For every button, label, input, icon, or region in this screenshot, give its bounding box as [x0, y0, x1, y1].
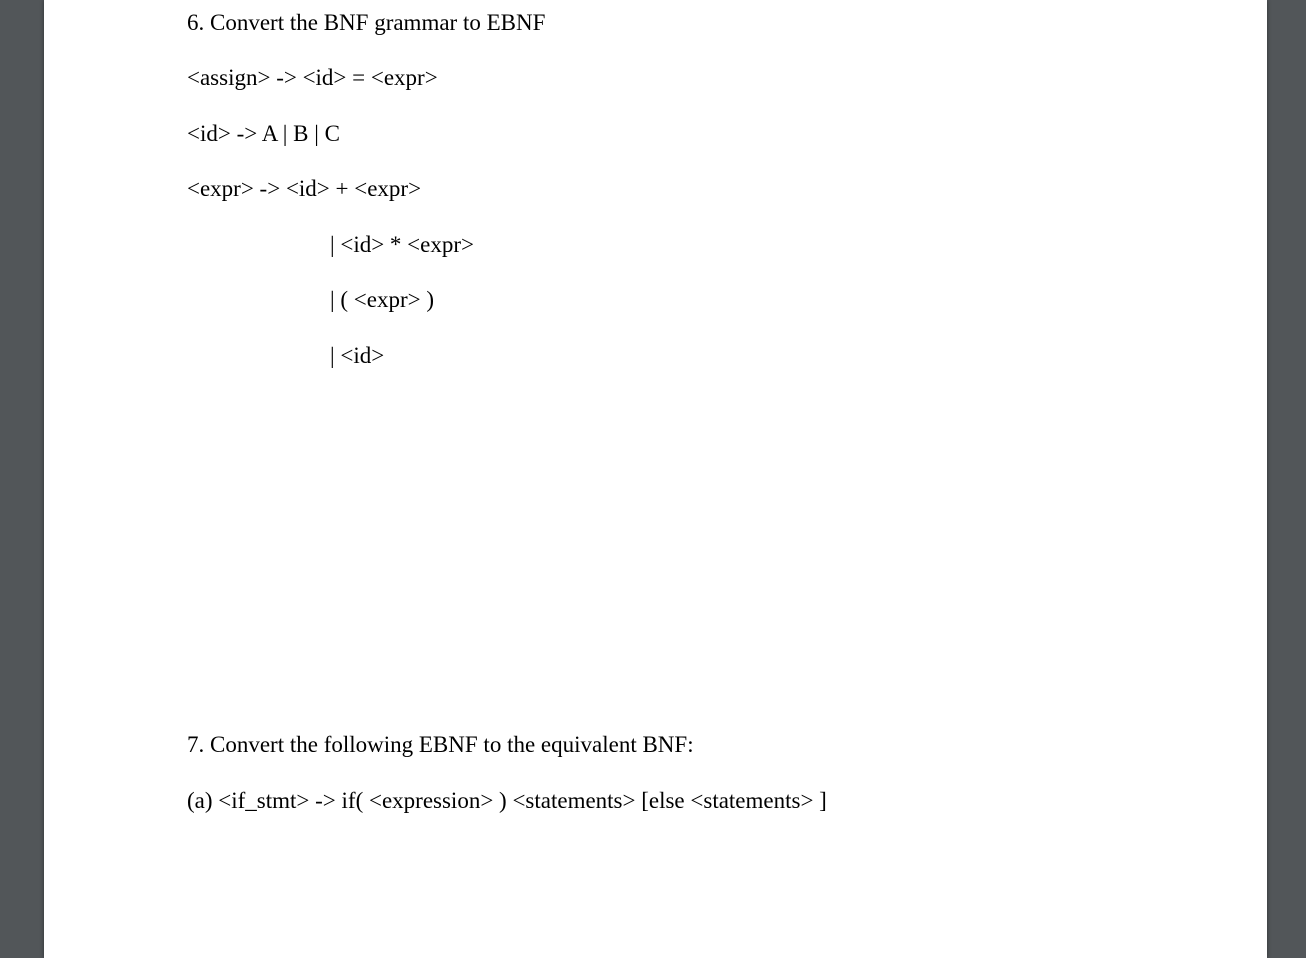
grammar-alternative-multiply: | <id> * <expr> [330, 232, 474, 257]
grammar-alternative-parenthesized: | ( <expr> ) [330, 287, 434, 312]
grammar-alternative-id: | <id> [330, 343, 385, 368]
grammar-rule-assign: <assign> -> <id> = <expr> [187, 65, 438, 90]
question-7-heading: 7. Convert the following EBNF to the equivalent BNF: [187, 732, 694, 757]
question-7-part-a: (a) <if_stmt> -> if( <expression> ) <statements> [else <statements> ] [187, 788, 827, 813]
grammar-rule-expr: <expr> -> <id> + <expr> [187, 176, 422, 201]
grammar-rule-id: <id> -> A | B | C [187, 121, 340, 146]
question-6-heading: 6. Convert the BNF grammar to EBNF [187, 10, 546, 35]
document-page [44, 0, 1267, 958]
